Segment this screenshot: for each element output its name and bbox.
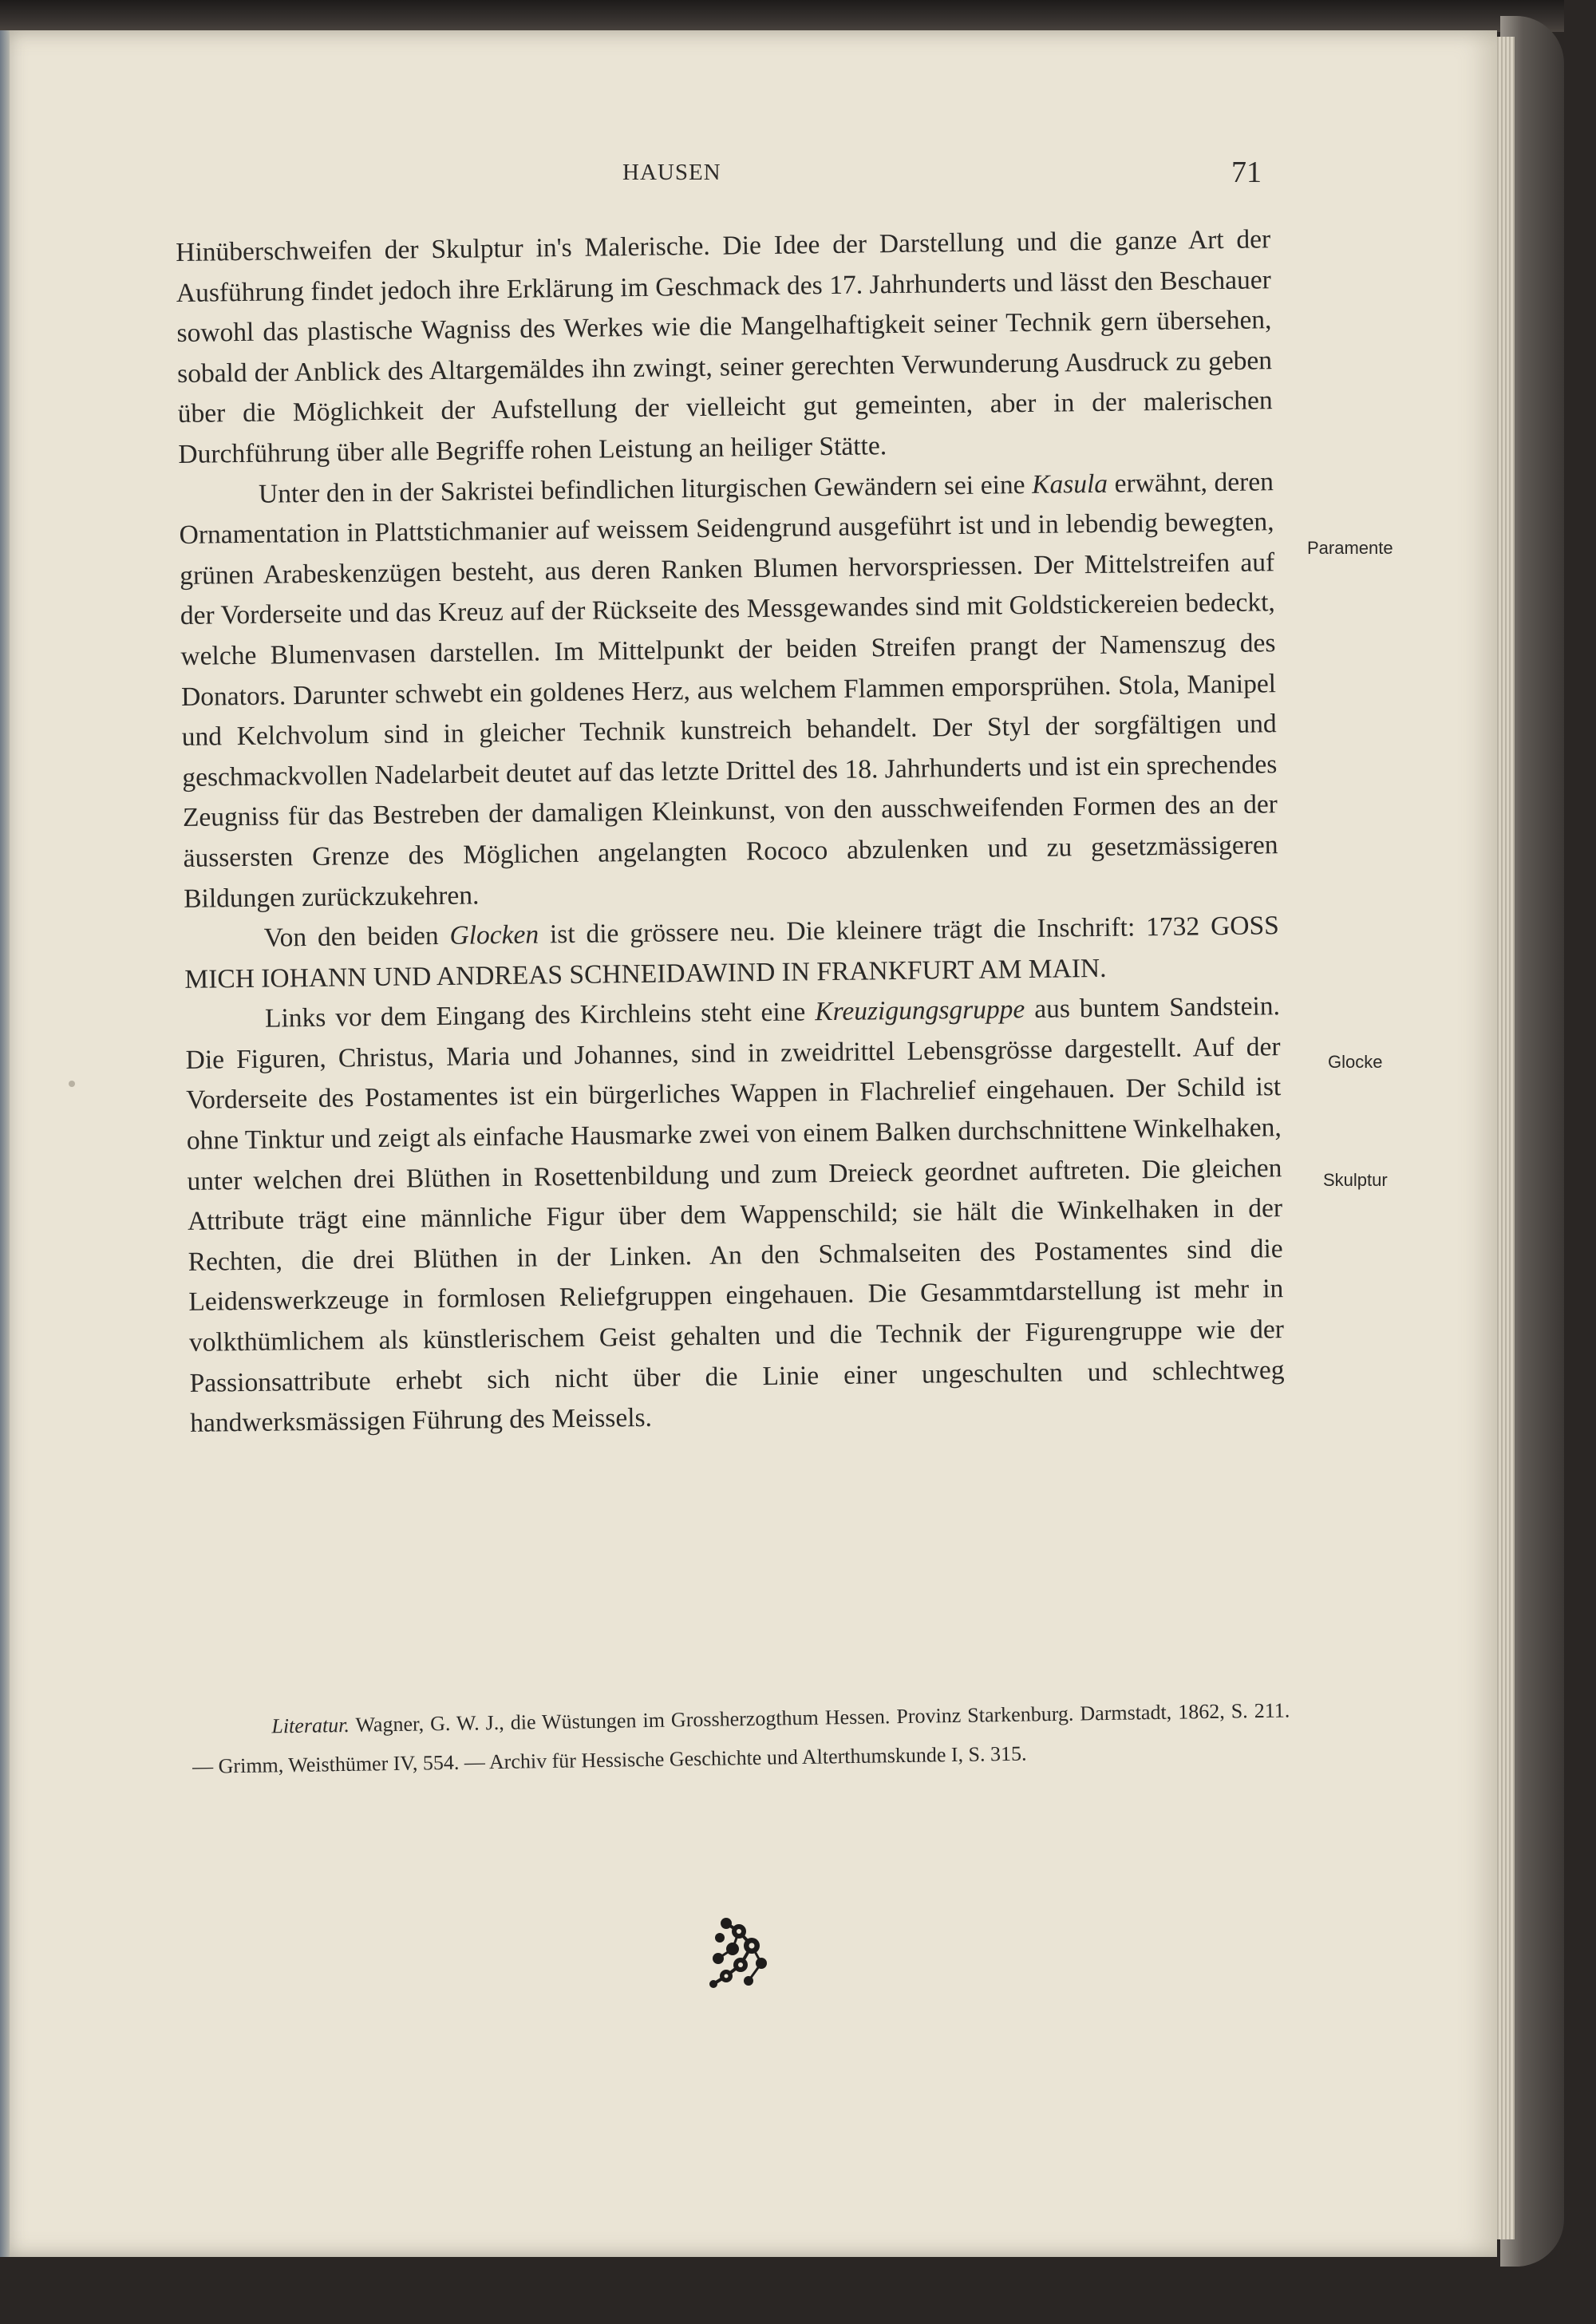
body-text <box>176 219 1285 1444</box>
page-number: 71 <box>1231 156 1262 189</box>
floral-vignette-graphic <box>702 1914 782 1994</box>
paragraph-skulptur <box>185 986 1286 1444</box>
emphasis-kreuzigungsgruppe: Kreuzigungsgruppe <box>815 994 1025 1027</box>
paragraph-text: Links vor dem Eingang des Kirchleins steht eine <box>264 997 816 1034</box>
paragraph-text: Hinüberschweifen der Skulptur in's Malerische. Die Idee der Darstellung und die ganze Art der Ausführung findet jedoch ihre Erklärung im Geschmack des 17. Jahrhunderts und lässt den Beschauer sowohl das plastische Wagniss des Werkes wie die Mangelhaftigkeit seiner Technik gern übersehen, sobald der Anblick des Altargemäldes ihn zwingt, seiner gerechten Verwunderung Ausdruck zu geben über die Möglichkeit der Aufstellung der vielleicht gut gemeinten, aber in der malerischen Durchführung über alle Begriffe rohen Leistung an heiliger Stätte. <box>176 224 1273 469</box>
paragraph-text: erwähnt, deren Ornamentation in Plattstichmanier auf weissem Seidengrund ausgeführt ist und in lebendig bewegten, grünen Arabeskenzügen besteht, aus deren Ranken Blumen hervorspriessen. Der Mittelstreifen auf der Vorderseite und das Kreuz auf der Rückseite des Messgewandes sind mit Goldstickereien bedeckt, welche Blumenvasen darstellen. Im Mittelpunkt der beiden Streifen prangt der Namenszug des Donators. Darunter schwebt ein goldenes Herz, aus welchem Flammen emporsprühen. Stola, Manipel und Kelchvolum sind in gleicher Technik kunstreich behandelt. Der Styl der sorgfältigen und geschmackvollen Nadelarbeit deutet auf das letzte Drittel des 18. Jahrhunderts und ist ein sprechendes Zeugniss für das Bestreben der damaligen Kleinkunst, von den ausschweifenden Formen des an der äussersten Grenze des Möglichen angelangten Rococo abzulenken und zu gesetzmässigeren Bildungen zurückzukehren. <box>179 466 1278 914</box>
book-binding-top <box>0 0 1564 32</box>
margin-note-skulptur: Skulptur <box>1323 1170 1388 1190</box>
paragraph-text: Von den beiden <box>263 920 450 953</box>
paragraph-paramente <box>179 462 1279 919</box>
paragraph-glocke <box>184 906 1280 1000</box>
paragraph-sculpture-continued <box>176 219 1274 475</box>
literature-text: Wagner, G. W. J., die Wüstungen im Grossherzogthum Hessen. Provinz Starkenburg. Darmstadt, 1862, S. 211. — Grimm, Weisthümer IV, 554. — Archiv für Hessische Geschichte und Alterthumskunde I, S. 315. <box>192 1698 1290 1778</box>
emphasis-glocken: Glocken <box>449 919 539 951</box>
margin-note-glocke: Glocke <box>1328 1052 1383 1072</box>
running-head: HAUSEN <box>622 160 721 185</box>
paragraph-text: aus buntem Sandstein. Die Figuren, Christus, Maria und Johannes, sind in zweidrittel Lebensgrösse dargestellt. Auf der Vorderseite des Postamentes ist ein bürgerliches Wappen in Flachrelief eingehauen. Der Schild ist ohne Tinktur und zeigt als einfache Hausmarke zwei von einem Balken durchschnittene Winkelhaken, unter welchen drei Blüthen in Rosettenbildung und zum Dreieck geordnet auftreten. Die gleichen Attribute trägt eine männliche Figur über dem Wappenschild; sie hält die Winkelhaken in der Rechten, die drei Blüthen in der Linken. An den Schmalseiten des Postamentes sind die Leidenswerkzeuge in formlosen Reliefgruppen eingehauen. Die Gesammtdarstellung ist mehr in volkthümlichem als künstlerischem Geist gehalten und die Technik der Figurengruppe wie der Passionsattribute erhebt sich nicht über die Linie einer ungeschulten und schlechtweg handwerksmässigen Führung des Meissels. <box>185 991 1285 1439</box>
paper-spot <box>69 1081 75 1087</box>
paragraph-text: Unter den in der Sakristei befindlichen liturgischen Gewändern sei eine <box>258 469 1033 509</box>
literature-label: Literatur. <box>271 1713 350 1738</box>
emphasis-kasula: Kasula <box>1031 468 1108 500</box>
paragraph-text: ist die grössere neu. Die kleinere trägt die Inschrift: 1732 GOSS MICH IOHANN UND ANDREAS SCHNEIDAWIND IN FRANKFURT AM MAIN. <box>184 911 1279 994</box>
margin-note-paramente: Paramente <box>1307 538 1393 558</box>
floral-vignette-icon <box>702 1914 782 1994</box>
